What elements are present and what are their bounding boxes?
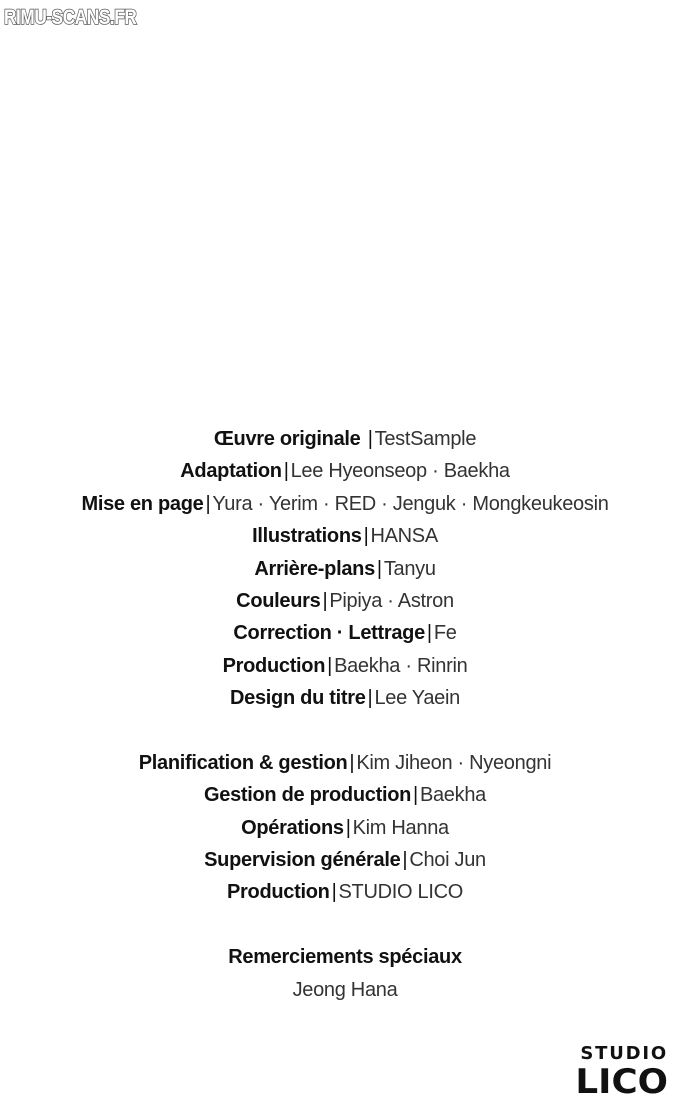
credit-role: Correction · Lettrage — [233, 622, 425, 645]
credit-names: Kim Jiheon · Nyeongni — [356, 751, 552, 774]
credit-names: Fe — [433, 622, 457, 645]
credit-separator: | — [345, 816, 351, 839]
credit-names: STUDIO LICO — [338, 881, 463, 904]
credit-names: Lee Hyeonseop · Baekha — [290, 460, 510, 483]
studio-lico-logo — [564, 1044, 668, 1100]
credit-separator: | — [426, 622, 432, 645]
logo-lico-text: LICO — [575, 1062, 668, 1102]
credit-role: Opérations — [241, 816, 344, 839]
credit-separator: | — [322, 589, 328, 612]
credit-separator: | — [367, 687, 373, 710]
credit-line-illustrations — [0, 520, 690, 552]
site-watermark: RIMU-SCANS.FR — [4, 6, 137, 29]
credit-role: Planification & gestion — [138, 751, 348, 774]
credit-line-original-work — [0, 423, 690, 455]
logo-studio-text: STUDIO — [580, 1043, 668, 1064]
credit-separator: | — [205, 492, 211, 515]
credit-separator: | — [413, 784, 418, 807]
credit-names: Tanyu — [383, 557, 436, 580]
credit-role: Mise en page — [81, 492, 204, 515]
credit-separator: | — [363, 525, 369, 548]
credit-line-title-design — [0, 682, 690, 714]
credit-names: Pipiya · Astron — [329, 589, 454, 612]
credit-names: Baekha — [419, 784, 486, 807]
credit-role: Adaptation — [180, 460, 282, 483]
credit-names: HANSA — [370, 525, 438, 548]
credit-line-colors — [0, 585, 690, 617]
credit-line-operations — [0, 812, 690, 844]
credit-separator: | — [367, 428, 373, 450]
special-thanks-title: Remerciements spéciaux — [228, 946, 462, 969]
credit-role: Production — [222, 654, 326, 677]
credit-role: Œuvre originale — [213, 428, 361, 450]
credit-role: Arrière-plans — [254, 557, 375, 580]
credit-role: Illustrations — [252, 525, 362, 548]
credit-separator: | — [331, 881, 337, 904]
credit-names: Choi Jun — [409, 849, 486, 872]
credit-line-production-studio — [0, 876, 690, 908]
credit-line-production-management — [0, 779, 690, 811]
credit-role: Design du titre — [230, 687, 366, 710]
credit-names: Lee Yaein — [374, 687, 460, 710]
credit-separator: | — [327, 654, 333, 677]
credit-names: Yura · Yerim · RED · Jenguk · Mongkeukeosin — [212, 492, 609, 515]
credit-line-layout — [0, 488, 690, 520]
credit-line-planning-management — [0, 747, 690, 779]
credit-names: Kim Hanna — [352, 816, 449, 839]
credit-role: Gestion de production — [204, 784, 412, 807]
credit-line-production — [0, 650, 690, 682]
credit-separator: | — [349, 751, 355, 774]
credit-role: Couleurs — [236, 589, 321, 612]
credit-line-backgrounds — [0, 553, 690, 585]
section-spacer — [0, 715, 690, 747]
credit-line-general-supervision — [0, 844, 690, 876]
credit-role: Supervision générale — [204, 849, 401, 872]
credit-names: TestSample — [374, 428, 477, 450]
credit-line-correction-lettering — [0, 617, 690, 649]
credit-separator: | — [283, 460, 289, 483]
credit-line-adaptation — [0, 455, 690, 487]
credit-separator: | — [376, 557, 382, 580]
credit-role: Production — [227, 881, 330, 904]
credits-section — [0, 423, 690, 1006]
section-spacer — [0, 909, 690, 941]
credit-separator: | — [402, 849, 408, 872]
credit-names: Baekha · Rinrin — [334, 654, 468, 677]
special-thanks-name: Jeong Hana — [292, 978, 398, 1001]
